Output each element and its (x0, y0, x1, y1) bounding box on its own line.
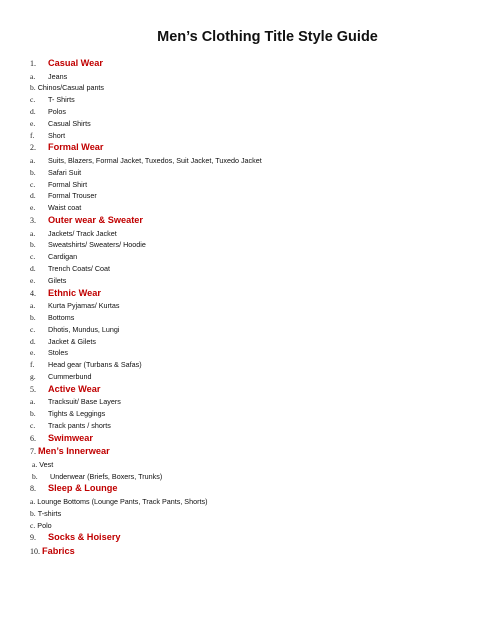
item-text: Formal Shirt (48, 179, 88, 189)
item-letter: a. (30, 71, 36, 81)
list-item (30, 190, 480, 202)
item-letter: b. (30, 167, 36, 177)
item-letter: c. (30, 520, 36, 530)
page-title: Men’s Clothing Title Style Guide (157, 29, 378, 45)
item-text: T-shirts (37, 508, 62, 518)
category-heading (30, 214, 480, 228)
list-item (30, 275, 480, 287)
list-item (30, 300, 480, 312)
category-name: Fabrics (42, 546, 75, 557)
item-text: Casual Shirts (48, 118, 91, 128)
item-text: Bottoms (48, 312, 75, 322)
item-text: T- Shirts (48, 95, 75, 105)
item-text: Track pants / shorts (48, 420, 111, 430)
list-item (30, 155, 480, 167)
category-number: 10. (30, 547, 40, 557)
list-item (30, 118, 480, 130)
category-name: Formal Wear (48, 142, 104, 153)
category-number: 6. (30, 433, 36, 443)
item-text: Stoles (48, 348, 68, 358)
list-item (30, 251, 480, 263)
item-letter: a. (30, 497, 36, 507)
item-letter: c. (30, 420, 36, 430)
item-text: Jeans (48, 71, 68, 81)
category-heading (30, 383, 480, 397)
item-letter: d. (30, 336, 36, 346)
item-text: Head gear (Turbans & Safas) (48, 360, 142, 370)
list-item (30, 420, 480, 432)
item-letter: e. (30, 348, 36, 358)
list-item (30, 336, 480, 348)
item-letter: g. (30, 371, 36, 381)
item-text: Vest (39, 459, 54, 469)
item-letter: b. (30, 508, 36, 518)
item-letter: b. (30, 83, 36, 93)
category-number: 2. (30, 143, 36, 153)
list-item (30, 396, 480, 408)
list-item (30, 130, 480, 142)
item-letter: e. (30, 203, 36, 213)
list-item (30, 167, 480, 179)
item-text: Formal Trouser (48, 191, 97, 201)
list-item (30, 82, 480, 94)
item-letter: c. (30, 324, 36, 334)
list-item (30, 508, 480, 520)
item-letter: c. (30, 252, 36, 262)
list-item (30, 520, 480, 532)
list-item (30, 471, 480, 483)
category-heading (30, 545, 480, 559)
list-item (30, 239, 480, 251)
item-letter: d. (30, 106, 36, 116)
category-number: 1. (30, 59, 36, 68)
list-item (30, 324, 480, 336)
list-item (30, 496, 480, 508)
category-number: 8. (30, 484, 36, 494)
category-name: Ethnic Wear (48, 287, 101, 298)
item-text: Gilets (48, 275, 67, 285)
item-letter: a. (30, 155, 36, 165)
category-name: Swimwear (48, 432, 93, 443)
category-heading (30, 57, 480, 71)
list-item (30, 359, 480, 371)
item-letter: d. (30, 263, 36, 273)
item-letter: a. (30, 228, 36, 238)
category-number: 5. (30, 384, 36, 394)
category-heading (30, 531, 480, 545)
category-number: 3. (30, 215, 36, 225)
list-item (30, 179, 480, 191)
item-letter: a. (32, 459, 38, 469)
item-text: Suits, Blazers, Formal Jacket, Tuxedos, Suit Jacket, Tuxedo Jacket (48, 155, 262, 165)
list-item (30, 263, 480, 275)
list-item (30, 94, 480, 106)
list-item (30, 228, 480, 240)
category-name: Sleep & Lounge (48, 483, 118, 494)
category-name: Socks & Hoisery (48, 532, 121, 543)
item-letter: b. (30, 312, 36, 322)
category-heading (30, 432, 480, 446)
category-heading (30, 482, 480, 496)
item-letter: d. (30, 191, 36, 201)
item-text: Dhotis, Mundus, Lungi (48, 324, 120, 334)
item-text: Polo (37, 520, 52, 530)
item-letter: b. (30, 409, 36, 419)
item-letter: b. (32, 471, 38, 481)
list-item (30, 106, 480, 118)
list-item (30, 347, 480, 359)
item-text: Cummerbund (48, 371, 92, 381)
item-text: Chinos/Casual pants (37, 83, 105, 93)
list-item (30, 408, 480, 420)
item-letter: b. (30, 240, 36, 250)
category-heading (30, 445, 480, 459)
item-letter: a. (30, 301, 36, 311)
item-text: Kurta Pyjamas/ Kurtas (48, 301, 120, 311)
category-number: 9. (30, 533, 36, 543)
category-heading (30, 287, 480, 301)
item-letter: f. (30, 360, 35, 370)
item-text: Waist coat (48, 203, 82, 213)
category-name: Active Wear (48, 383, 101, 394)
item-text: Underwear (Briefs, Boxers, Trunks) (50, 471, 163, 481)
item-letter: f. (30, 130, 35, 140)
item-text: Polos (48, 106, 66, 116)
category-list (30, 57, 480, 559)
category-name: Outer wear & Sweater (48, 214, 143, 225)
item-letter: c. (30, 95, 36, 105)
list-item (30, 459, 480, 471)
category-number: 7. (30, 447, 36, 457)
item-text: Tights & Leggings (48, 409, 106, 419)
item-text: Sweatshirts/ Sweaters/ Hoodie (48, 240, 146, 250)
item-text: Jacket & Gilets (48, 336, 96, 346)
category-number: 4. (30, 288, 36, 298)
item-text: Lounge Bottoms (Lounge Pants, Track Pants, Shorts) (37, 497, 208, 507)
item-letter: a. (30, 397, 36, 407)
item-text: Cardigan (48, 252, 78, 262)
category-name: Casual Wear (48, 58, 103, 68)
item-text: Safari Suit (48, 167, 82, 177)
item-text: Tracksuit/ Base Layers (48, 397, 121, 407)
item-letter: e. (30, 118, 36, 128)
item-text: Jackets/ Track Jacket (48, 228, 117, 238)
category-name: Men’s Innerwear (38, 446, 110, 457)
list-item (30, 202, 480, 214)
item-letter: c. (30, 179, 36, 189)
list-item (30, 71, 480, 83)
category-heading (30, 141, 480, 155)
list-item (30, 371, 480, 383)
item-text: Short (48, 130, 66, 140)
list-item (30, 312, 480, 324)
item-text: Trench Coats/ Coat (48, 263, 111, 273)
item-letter: e. (30, 275, 36, 285)
